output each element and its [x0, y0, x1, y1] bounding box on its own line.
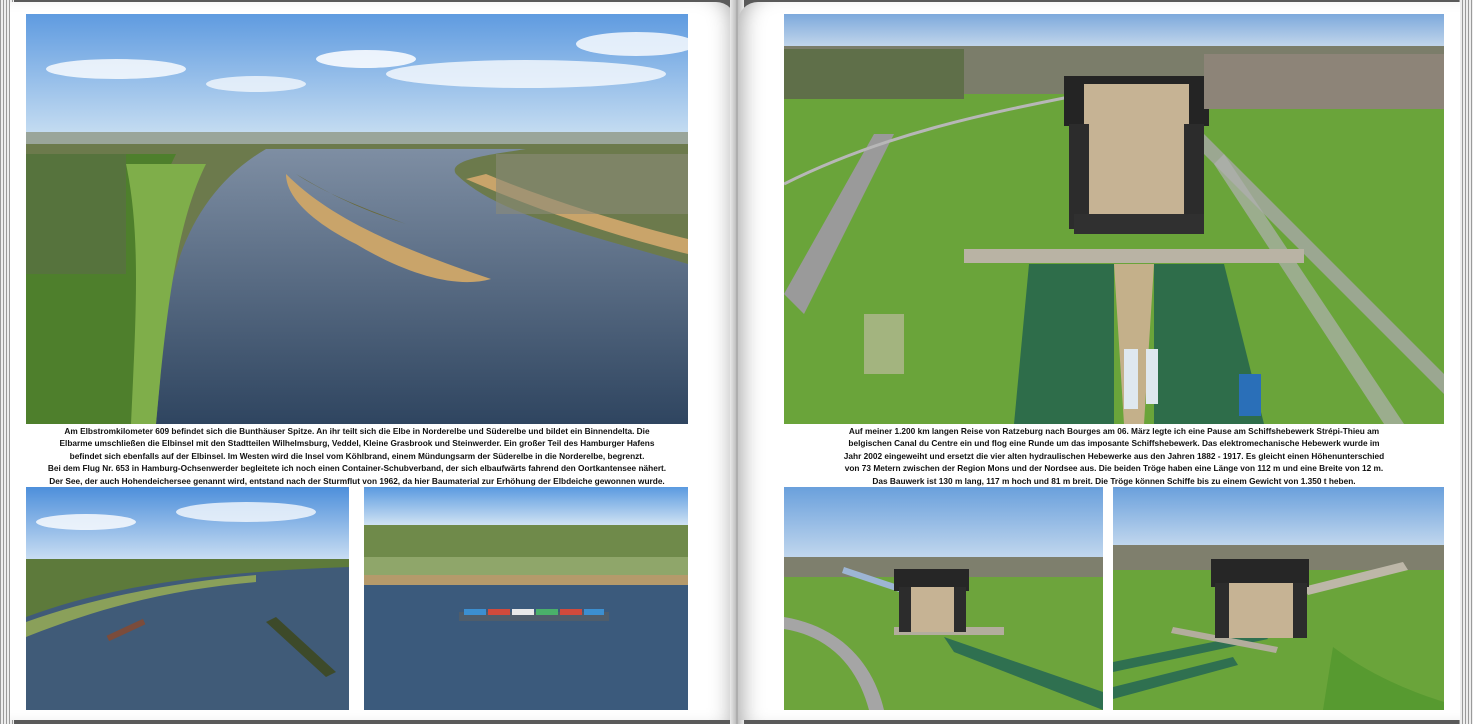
- left-caption-line: Elbarme umschließen die Elbinsel mit den Stadtteilen Wilhelmsburg, Veddel, Kleine Grasbrook und Steinwerder. Ein großer Teil des Hamburger Hafens: [59, 438, 655, 449]
- right-caption-line: belgischen Canal du Centre ein und flog eine Runde um das imposante Schiffshebewerk. Das elektromechanische Hebewerk wurde im: [848, 438, 1380, 449]
- left-caption-line: Bei dem Flug Nr. 653 in Hamburg-Ochsenwerder begleitete ich noch einen Container-Schubverband, der sich elbaufwärts fahrend den Oortkantensee nähert.: [47, 463, 667, 474]
- left-caption-line: befindet sich ebenfalls auf der Elbinsel. Im Westen wird die Insel vom Köhlbrand, einem Mündungsarm der Süderelbe in die Norderelbe, begrenzt.: [69, 450, 645, 461]
- page-stack-right-edge: [1459, 0, 1473, 724]
- photo-elbe-bunthaeuser-spitze: [26, 14, 688, 424]
- left-caption: [26, 425, 688, 487]
- left-caption-line: Der See, der auch Hohendeichersee genannt wird, entstand nach der Sturmflut von 1962, da hier Baumaterial zur Erhöhung der Elbdeiche gewonnen wurde.: [49, 475, 665, 486]
- right-caption-line: Das Bauwerk ist 130 m lang, 117 m hoch und 81 m breit. Die Tröge können Schiffe bis zu einem Gewicht von 1.350 t heben.: [872, 475, 1356, 486]
- photo-strepy-thieu-boat-lift: [784, 14, 1444, 424]
- photo-container-pusher-convoy: [364, 487, 688, 710]
- right-caption-line: Auf meiner 1.200 km langen Reise von Ratzeburg nach Bourges am 06. März legte ich eine Pause am Schiffshebewerk Strépi-Thieu am: [848, 426, 1380, 436]
- right-caption: [784, 425, 1444, 487]
- photo-boat-lift-side-view-2: [1113, 487, 1444, 710]
- right-caption-line: Jahr 2002 eingeweiht und ersetzt die vier alten hydraulischen Hebewerke aus den Jahren 1882 - 1917. Es gleicht einen Höhenunterschied: [843, 450, 1385, 461]
- photo-elbe-convoy-wide: [26, 487, 349, 710]
- photo-boat-lift-side-view-1: [784, 487, 1103, 710]
- right-caption-line: von 73 Metern zwischen der Region Mons und der Nordsee aus. Die beiden Tröge haben eine Länge von 112 m und eine Breite von 12 m.: [844, 463, 1384, 474]
- left-caption-line: Am Elbstromkilometer 609 befindet sich die Bunthäuser Spitze. An ihr teilt sich die Elbe in Norderelbe und Süderelbe und bildet ein Binnendelta. Die: [64, 426, 650, 436]
